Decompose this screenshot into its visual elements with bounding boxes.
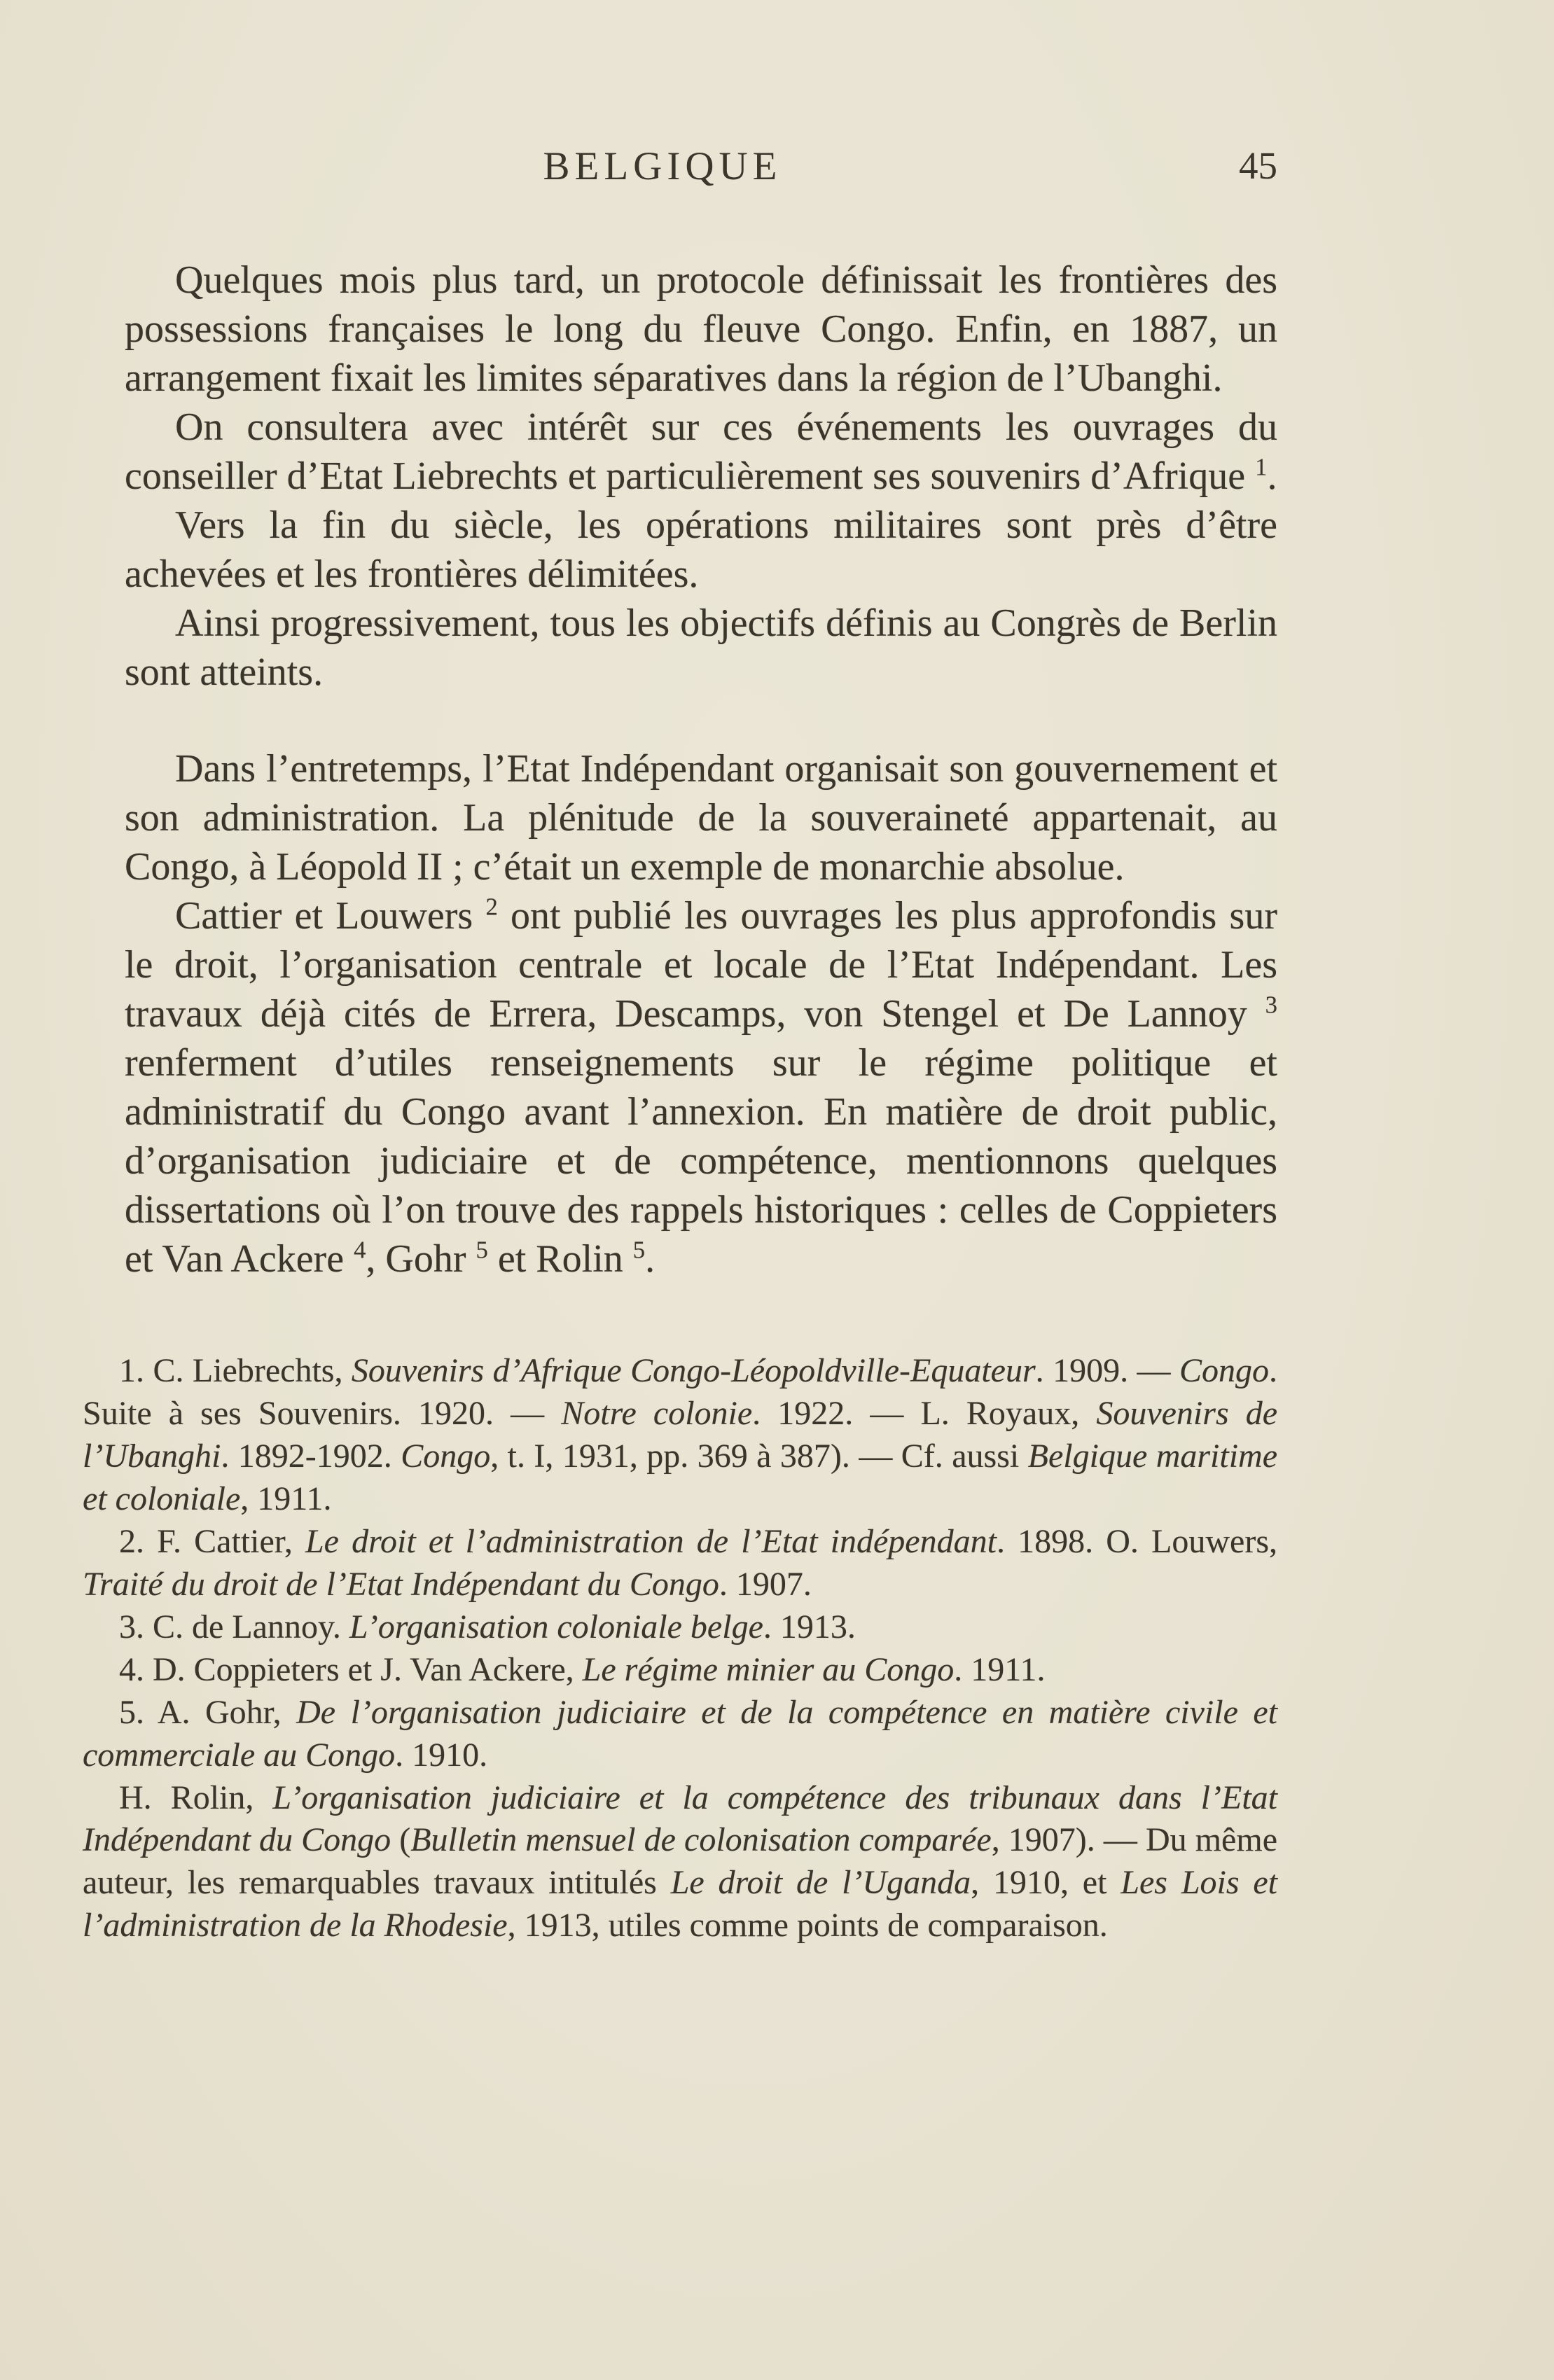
footnote-paragraph	[83, 1606, 1277, 1649]
text-run: , 1910, et	[971, 1864, 1121, 1902]
work-title: Traité du droit de l’Etat Indépendant du Congo	[83, 1565, 719, 1603]
text-run: . 1898. O. Louwers,	[996, 1522, 1277, 1560]
work-title: L’organisation judiciaire et la compétence des tribunaux dans l’Etat Indépendant du Congo	[83, 1779, 1277, 1859]
text-run: . 1913.	[763, 1608, 856, 1645]
text-run: .	[1267, 454, 1277, 498]
work-title: Le droit de l’Uganda	[670, 1864, 971, 1902]
text-run: Cattier et Louwers	[175, 894, 486, 938]
footnote-reference: 1	[1255, 453, 1268, 481]
text-run: . 1922. — L. Royaux,	[752, 1394, 1097, 1432]
text-run: Quelques mois plus tard, un protocole définissait les frontières des possessions françaises le long du fleuve Congo. Enfin, en 1887, un arrangement fixait les limites séparatives dans la région de l’Ubanghi.	[125, 258, 1277, 400]
footnote-reference: 4	[354, 1236, 366, 1264]
text-run: . 1911.	[954, 1650, 1046, 1688]
text-run: On consultera avec intérêt sur ces événements les ouvrages du conseiller d’Etat Liebrechts et particulièrement ses souvenirs d’Afrique	[125, 405, 1277, 498]
work-title: Souvenirs de l’Ubanghi	[83, 1394, 1278, 1475]
footnote-paragraph	[83, 1692, 1277, 1777]
text-run: ont publié les ouvrages les plus approfondis sur le droit, l’organisation centrale et locale de l’Etat Indépendant. Les travaux déjà cités de Errera, Descamps, von Stengel et De Lannoy	[125, 894, 1277, 1036]
work-title: Belgique maritime et coloniale	[83, 1437, 1278, 1517]
body-paragraph	[125, 256, 1277, 403]
body-paragraph	[125, 599, 1277, 697]
footnote-paragraph	[83, 1649, 1277, 1692]
text-run: Dans l’entretemps, l’Etat Indépendant organisait son gouvernement et son administration. La plénitude de la souveraineté appartenait, au Congo, à Léopold II ; c’était un exemple de monarchie absolue.	[125, 747, 1277, 889]
work-title: Les Lois et l’administration de la Rhodesie	[83, 1864, 1278, 1944]
text-run: . 1910.	[395, 1736, 488, 1774]
footnotes	[83, 1350, 1277, 1947]
text-run: 5. A. Gohr,	[119, 1693, 297, 1731]
work-title: L’organisation coloniale belge	[349, 1608, 763, 1645]
page-number: 45	[1239, 144, 1277, 187]
text-run: .	[645, 1237, 655, 1281]
body-text	[125, 256, 1277, 1283]
work-title: Congo	[1179, 1352, 1270, 1389]
text-run: . 1907.	[719, 1565, 812, 1603]
work-title: Souvenirs d’Afrique Congo-Léopoldville-Equateur	[351, 1352, 1036, 1389]
body-paragraph	[125, 891, 1277, 1283]
text-run: 3. C. de Lannoy.	[119, 1608, 349, 1645]
page-title: BELGIQUE	[543, 144, 782, 188]
text-run: H. Rolin,	[119, 1779, 273, 1816]
text-run: Ainsi progressivement, tous les objectifs définis au Congrès de Berlin sont atteints.	[125, 601, 1277, 694]
text-run: 2. F. Cattier,	[119, 1522, 305, 1560]
text-run: Vers la fin du siècle, les opérations militaires sont près d’être achevées et les frontières délimitées.	[125, 503, 1277, 596]
text-run: . Suite à ses Souvenirs. 1920. —	[83, 1352, 1278, 1432]
work-title: Le droit et l’administration de l’Etat indépendant	[305, 1522, 997, 1560]
body-paragraph	[125, 501, 1277, 599]
work-title: Congo	[401, 1437, 491, 1475]
text-run: (	[391, 1821, 411, 1859]
text-run: renferment d’utiles renseignements sur le régime politique et administratif du Congo avant l’annexion. En matière de droit public, d’organisation judiciaire et de compétence, mentionnons quelques dissertations où l’on trouve des rappels historiques : celles de Coppieters et Van Ackere	[125, 1041, 1277, 1281]
text-run: , Gohr	[366, 1237, 476, 1281]
footnote-paragraph	[83, 1350, 1277, 1521]
footnote-reference: 2	[485, 893, 498, 921]
footnote-reference: 3	[1265, 991, 1277, 1019]
work-title: De l’organisation judiciaire et de la compétence en matière civile et commerciale au Congo	[83, 1693, 1277, 1774]
text-run: , t. I, 1931, pp. 369 à 387). — Cf. aussi	[490, 1437, 1028, 1475]
text-run: 1. C. Liebrechts,	[119, 1352, 352, 1389]
text-run: 4. D. Coppieters et J. Van Ackere,	[119, 1650, 583, 1688]
running-head	[125, 144, 1277, 198]
work-title: Bulletin mensuel de colonisation comparée	[410, 1821, 992, 1859]
footnote-reference: 5	[632, 1236, 646, 1264]
work-title: Le régime minier au Congo	[582, 1650, 955, 1688]
text-run: , 1911.	[240, 1480, 332, 1517]
body-paragraph	[125, 403, 1277, 501]
body-paragraph	[125, 744, 1277, 891]
text-run: et Rolin	[487, 1237, 633, 1281]
footnote-paragraph	[83, 1521, 1277, 1606]
text-run: . 1892-1902.	[221, 1437, 401, 1475]
footnote-paragraph	[83, 1777, 1277, 1948]
text-run: , 1913, utiles comme points de comparaison.	[507, 1907, 1108, 1944]
text-run: . 1909. —	[1035, 1352, 1179, 1389]
text-run: , 1907). — Du même auteur, les remarquables travaux intitulés	[83, 1821, 1278, 1902]
footnote-reference: 5	[476, 1236, 488, 1264]
work-title: Notre colonie	[561, 1394, 753, 1432]
